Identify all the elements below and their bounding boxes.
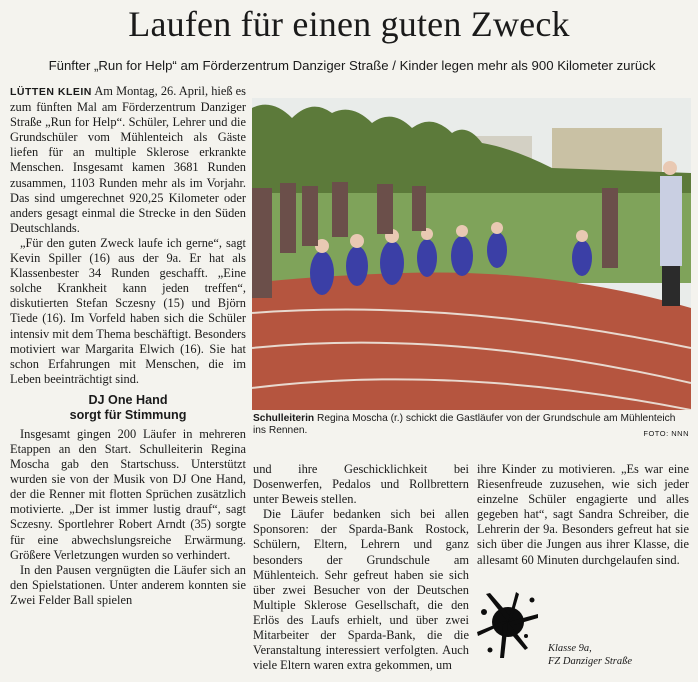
column-2	[253, 462, 469, 673]
subhead-line-2: sorgt für Stimmung	[69, 407, 187, 422]
headline: Laufen für einen guten Zweck	[128, 4, 570, 44]
paragraph-7: ihre Kinder zu motivieren. „Es war eine Riesenfreude zuzusehen, wie sich jeder einzelne Schüler engagierte und alles gegeben hat“, sagt Sandra Schreiber, die Lehrerin der 9a. Besonders gefreut hat sie sich über die Jungen aus ihrer Klasse, die allesamt 60 Minuten durchgelaufen sind.	[477, 462, 689, 567]
paragraph-3: Insgesamt gingen 200 Läufer in mehreren Etappen an den Start. Schulleiterin Regina Moscha gab den Startschuss. Unterstützt wurden sie von der Musik von DJ One Hand, der die Renner mit flotten Sprüchen zusätzlich motivierte. „Der ist immer lustig drauf“, sagt Sczesny. Sportlehrer Robert Arndt (35) sorgte für eine abwechslungsreiche Erwärmung. Größere Verletzungen wurden so verhindert.	[10, 426, 246, 562]
photo-principal-legs	[662, 266, 680, 306]
paragraph-1	[10, 84, 246, 236]
paragraph-4: In den Pausen vergnügten die Läufer sich an den Spielstationen. Unter anderem konnten sie Zwei Felder Ball spielen	[10, 562, 246, 607]
caption-bold: Schulleiterin	[253, 413, 315, 424]
column-3	[477, 462, 689, 568]
article-photo	[252, 98, 691, 410]
signature-line-1: Klasse 9a,	[548, 643, 592, 654]
column-1-top	[10, 84, 246, 608]
photo-caption	[253, 413, 689, 441]
paragraph-2: „Für den guten Zweck laufe ich gerne“, sagt Kevin Spiller (16) aus der 9a. Er hat als Klassenbester 34 Runden geschafft. „Eine solche Krankheit kann jeden treffen“, diskutierten Stefan Sczesny (15) und Björn Tiede (16). Im Vorfeld haben sich die Schüler intensiv mit dem Thema beschäftigt. Besonders motiviert war Margarita Elwich (16). Sie hat schon Erfahrungen mit Menschen, die im Leben beeinträchtigt sind.	[10, 235, 246, 386]
paragraph-1-text: Am Montag, 26. April, hieß es zum fünften Mal am Förderzentrum Danziger Straße „Run for Help“. Schüler, Lehrer und die Grundschüler vom Mühlenteich als Gäste liefen für an multiple Sklerose erkrankte Menschen. Insgesamt kamen 3681 Runden zusammen, 1103 Runden mehr als im Vorjahr. Das sind umgerechnet 920,25 Kilometer oder anders gesagt einmal die Strecke in den Süden Deutschlands.	[10, 84, 246, 235]
subheadline: Fünfter „Run for Help“ am Förderzentrum Danziger Straße / Kinder legen mehr als 900 Kilometer zurück	[48, 58, 656, 73]
signature-line-2: FZ Danziger Straße	[548, 656, 632, 667]
caption-text: Regina Moscha (r.) schickt die Gastläufer von der Grundschule am Mühlenteich ins Rennen.	[253, 413, 676, 437]
subhead	[10, 393, 246, 423]
paragraph-5: und ihre Geschicklichkeit bei Dosenwerfen, Pedalos und Rollbrettern unter Beweis stellen.	[253, 462, 469, 507]
ink-splat-icon	[476, 592, 540, 660]
dateline: LÜTTEN KLEIN	[10, 86, 92, 98]
photo-running-children	[252, 98, 691, 410]
author-signature	[548, 642, 688, 668]
paragraph-6: Die Läufer bedanken sich bei allen Sponsoren: der Sparda-Bank Rostock, Schülern, Eltern, Lehrern und ganz besonders der Grundschule am Mühlenteich. Sehr gefreut haben sie sich über zwei Besucher von der Deutschen Multiple Sklerose Gesellschaft, die den Erlös des Laufs erhielt, und über zwei Mitarbeiter der Sparda-Bank, die die Veranstaltung interessiert verfolgten. Auch viele Eltern waren extra gekommen, um	[253, 507, 469, 673]
photo-principal	[660, 176, 682, 266]
subhead-line-1: DJ One Hand	[88, 392, 168, 407]
photo-credit: FOTO: NNN	[643, 429, 689, 439]
